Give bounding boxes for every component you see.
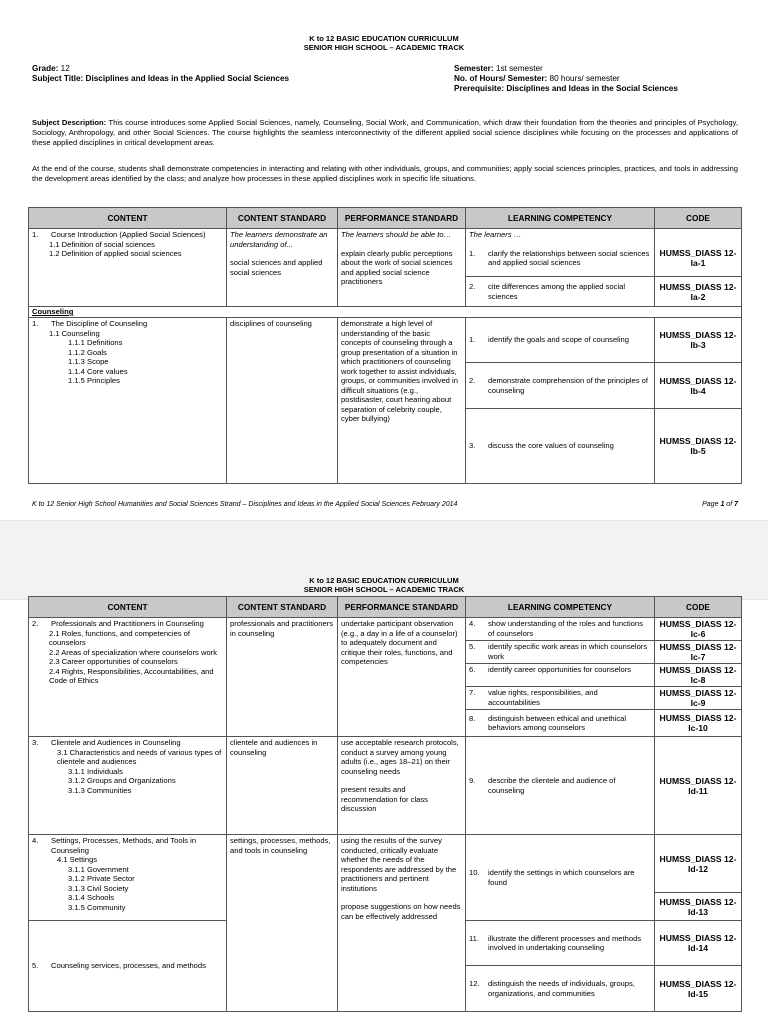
- code-cell: HUMSS_DIASS 12-Ib-5: [655, 409, 742, 484]
- content-sub: 2.4 Rights, Responsibilities, Accountabilities, and Code of Ethics: [49, 666, 214, 685]
- perf-text: present results and recommendation for class discussion: [341, 785, 428, 813]
- subject-description: [32, 118, 738, 148]
- lc-number: 1.: [469, 335, 476, 345]
- lc-number: 11.: [469, 933, 479, 943]
- code-cell: HUMSS_DIASS 12-Ia-1: [655, 241, 742, 277]
- lc-number: 4.: [469, 619, 476, 628]
- code-cell: HUMSS_DIASS 12-Ia-2: [655, 277, 742, 307]
- competency-cell: [466, 618, 655, 641]
- content-title: Course Introduction (Applied Social Sciences): [51, 230, 206, 239]
- competency-cell: [466, 687, 655, 710]
- page-total: 7: [734, 501, 738, 508]
- lc-number: 8.: [469, 713, 476, 723]
- curriculum-table-page-1: [28, 207, 742, 484]
- code-cell: HUMSS_DIASS 12-Ib-4: [655, 363, 742, 409]
- item-number: 1.: [32, 230, 39, 239]
- col-performance-standard: PERFORMANCE STANDARD: [338, 597, 466, 618]
- standard-cell: clientele and audiences in counseling: [227, 737, 338, 835]
- standard-intro: The learners demonstrate an understanding of...: [230, 230, 328, 249]
- lc-number: 6.: [469, 665, 476, 674]
- lc-intro: [466, 229, 655, 241]
- lc-number: 2.: [469, 282, 476, 291]
- page-header: [0, 576, 768, 594]
- lc-text: show understanding of the roles and functions of counselors: [488, 619, 643, 638]
- content-sub: 1.1 Definition of social sciences: [49, 239, 155, 249]
- lc-text: cite differences among the applied social sciences: [488, 282, 626, 301]
- competency-cell: [466, 835, 655, 921]
- section-title: Counseling: [32, 307, 74, 316]
- description-text: This course introduces some Applied Social Sciences, namely, Counseling, Social Work, and Communication, which draw their foundation from the theories and principles of Psychology, Sociology, Anthropology, and other Social Sciences. The course highlights the seamless interconnectivity of the different applied social science disciplines while focusing on the processes and applications of these applied disciplines in critical development areas.: [32, 118, 738, 147]
- col-learning-competency: LEARNING COMPETENCY: [466, 208, 655, 229]
- page-header: [0, 34, 768, 52]
- page-of: of: [726, 501, 733, 508]
- lc-text: describe the clientele and audience of counseling: [488, 776, 616, 795]
- content-sub: 1.2 Definition of applied social sciences: [49, 249, 182, 258]
- content-item: 3.1.5 Community: [68, 902, 126, 912]
- lc-text: clarify the relationships between social sciences and applied social sciences: [488, 248, 650, 268]
- lc-number: 5.: [469, 642, 476, 651]
- content-item: 3.1.1 Government: [68, 864, 129, 874]
- col-performance-standard: PERFORMANCE STANDARD: [338, 208, 466, 229]
- perf-text: explain clearly public perceptions about the work of social sciences and applied social science practitioners: [341, 248, 453, 286]
- content-sub: 1.1 Counseling: [49, 328, 100, 338]
- content-item: 1.1.5 Principles: [68, 376, 120, 385]
- lc-text: distinguish between ethical and unethical behaviors among counselors: [488, 713, 627, 732]
- subject-value: Disciplines and Ideas in the Applied Social Sciences: [85, 74, 290, 83]
- hours-value: 80 hours/ semester: [549, 74, 620, 83]
- competency-cell: [466, 241, 655, 277]
- lc-number: 10.: [469, 868, 480, 877]
- header-line-1: K to 12 BASIC EDUCATION CURRICULUM: [309, 576, 459, 585]
- lc-text: illustrate the different processes and methods involved in undertaking counseling: [488, 933, 642, 952]
- lc-text: discuss the core values of counseling: [488, 441, 614, 451]
- item-number: 1.: [32, 319, 39, 328]
- content-item: 3.1.3 Communities: [68, 785, 132, 795]
- content-title: Professionals and Practitioners in Counseling: [51, 619, 204, 628]
- page-footer: [32, 501, 738, 508]
- lc-text: identify specific work areas in which counselors work: [488, 642, 648, 661]
- subject-label: Subject Title:: [32, 74, 84, 83]
- perf-text: use acceptable research protocols, conduct a survey among young adults (i.e., ages 18–21) on their counseling needs: [341, 738, 459, 776]
- competency-cell: [466, 641, 655, 664]
- content-sub: 3.1 Characteristics and needs of various types of clientele and audiences: [57, 747, 222, 766]
- header-line-2: SENIOR HIGH SCHOOL – ACADEMIC TRACK: [303, 585, 465, 594]
- lc-number: 12.: [469, 979, 480, 988]
- content-item: 1.1.1 Definitions: [68, 338, 123, 347]
- curriculum-table-page-2: [28, 596, 742, 1012]
- lc-number: 7.: [469, 688, 476, 697]
- standard-cell: settings, processes, methods, and tools in counseling: [227, 835, 338, 1012]
- content-title: The Discipline of Counseling: [51, 319, 148, 328]
- course-outcome: At the end of the course, students shall demonstrate competencies in interacting and relating with other individuals, groups, and communities; apply social sciences principles, practices, and tools in addressing the development areas identified by the class; and analyze how processes in these applied disciplines work in specific life situations.: [32, 164, 738, 183]
- content-cell: [29, 921, 227, 1012]
- content-cell: [29, 618, 227, 737]
- content-item: 3.1.3 Civil Society: [68, 883, 129, 893]
- perf-text: propose suggestions on how needs can be effectively addressed: [341, 902, 461, 921]
- content-cell: [29, 737, 227, 835]
- code-cell: HUMSS_DIASS 12-Ic-10: [655, 710, 742, 737]
- col-content-standard: CONTENT STANDARD: [227, 208, 338, 229]
- competency-cell: [466, 363, 655, 409]
- code-empty: [655, 229, 742, 241]
- code-cell: HUMSS_DIASS 12-Id-12: [655, 835, 742, 893]
- col-learning-competency: LEARNING COMPETENCY: [466, 597, 655, 618]
- footer-text: K to 12 Senior High School Humanities and Social Sciences Strand – Disciplines and Ideas in the Applied Social Sciences February 2014: [32, 501, 458, 508]
- grade-label: Grade:: [32, 64, 59, 73]
- content-item: 3.1.1 Individuals: [68, 766, 123, 776]
- lc-text: value rights, responsibilities, and accountabilities: [488, 688, 598, 707]
- code-cell: HUMSS_DIASS 12-Ib-3: [655, 318, 742, 363]
- code-cell: HUMSS_DIASS 12-Id-11: [655, 737, 742, 835]
- performance-cell: demonstrate a high level of understanding of the basic concepts of counseling through a group presentation of a situation in which practitioners of counseling work together to assist individuals, groups, or communities involved in difficult situations (e.g., postdisaster, court hearing about separation of celebrity couple, cyber bullying): [338, 318, 466, 484]
- perf-text: using the results of the survey conducted, critically evaluate whether the needs of the respondents are addressed by the practitioners and pertinent institutions: [341, 836, 457, 893]
- prereq-value: Disciplines and Ideas in the Social Sciences: [506, 84, 678, 93]
- semester-value: 1st semester: [495, 64, 543, 73]
- col-code: CODE: [655, 597, 742, 618]
- competency-cell: [466, 318, 655, 363]
- lc-number: 9.: [469, 776, 476, 785]
- code-cell: HUMSS_DIASS 12-Ic-7: [655, 641, 742, 664]
- content-item: 1.1.2 Goals: [68, 347, 107, 357]
- content-sub: 4.1 Settings: [57, 855, 98, 864]
- content-item: 3.1.2 Groups and Organizations: [68, 776, 176, 785]
- content-title: Clientele and Audiences in Counseling: [51, 738, 181, 747]
- content-item: 1.1.4 Core values: [68, 366, 128, 376]
- competency-cell: [466, 710, 655, 737]
- content-item: 3.1.4 Schools: [68, 893, 115, 902]
- code-cell: HUMSS_DIASS 12-Id-14: [655, 921, 742, 966]
- content-sub: 2.1 Roles, functions, and competencies of counselors: [49, 628, 190, 647]
- code-cell: HUMSS_DIASS 12-Id-13: [655, 893, 742, 921]
- competency-cell: [466, 737, 655, 835]
- header-line-2: SENIOR HIGH SCHOOL – ACADEMIC TRACK: [303, 43, 465, 52]
- item-number: 5.: [32, 961, 39, 971]
- standard-cell: professionals and practitioners in counseling: [227, 618, 338, 737]
- item-number: 2.: [32, 619, 39, 628]
- content-cell: [29, 835, 227, 921]
- item-number: 3.: [32, 738, 39, 747]
- item-number: 4.: [32, 836, 39, 845]
- lc-text: distinguish the needs of individuals, groups, organizations, and communities: [488, 979, 635, 998]
- col-content-standard: CONTENT STANDARD: [227, 597, 338, 618]
- standard-text: social sciences and applied social sciences: [230, 258, 323, 277]
- competency-cell: [466, 921, 655, 966]
- content-item: 3.1.2 Private Sector: [68, 874, 135, 883]
- page-current: 1: [720, 501, 725, 508]
- content-cell: [29, 229, 227, 307]
- lc-text: identify the settings in which counselors are found: [488, 868, 635, 887]
- competency-cell: [466, 409, 655, 484]
- content-item: 1.1.3 Scope: [68, 357, 109, 366]
- lc-number: 2.: [469, 376, 476, 385]
- content-title: Settings, Processes, Methods, and Tools in Counseling: [51, 836, 197, 855]
- description-label: Subject Description:: [32, 118, 107, 127]
- content-title: Counseling services, processes, and methods: [51, 961, 206, 971]
- page-number: [702, 501, 738, 508]
- competency-cell: [466, 664, 655, 687]
- performance-cell: [338, 229, 466, 307]
- col-content: CONTENT: [29, 597, 227, 618]
- performance-cell: [338, 835, 466, 1012]
- content-cell: [29, 318, 227, 484]
- lc-number: 1.: [469, 248, 476, 258]
- hours-label: No. of Hours/ Semester:: [454, 74, 548, 83]
- performance-cell: [338, 737, 466, 835]
- standard-cell: disciplines of counseling: [227, 318, 338, 484]
- lc-text: identify the goals and scope of counseling: [488, 335, 630, 345]
- content-sub: 2.3 Career opportunities of counselors: [49, 657, 178, 666]
- competency-cell: [466, 277, 655, 307]
- page-word: Page: [702, 501, 719, 508]
- col-content: CONTENT: [29, 208, 227, 229]
- code-cell: HUMSS_DIASS 12-Id-15: [655, 966, 742, 1012]
- meta-right: [454, 64, 678, 94]
- competency-cell: [466, 966, 655, 1012]
- lc-intro-text: The learners …: [469, 230, 522, 239]
- lc-text: identify career opportunities for counselors: [488, 665, 632, 674]
- perf-intro: The learners should be able to…: [341, 230, 452, 239]
- prereq-label: Prerequisite:: [454, 84, 505, 93]
- code-cell: HUMSS_DIASS 12-Ic-6: [655, 618, 742, 641]
- lc-text: demonstrate comprehension of the principles of counseling: [488, 376, 648, 395]
- col-code: CODE: [655, 208, 742, 229]
- content-sub: 2.2 Areas of specialization where counselors work: [49, 647, 217, 657]
- standard-cell: [227, 229, 338, 307]
- code-cell: HUMSS_DIASS 12-Ic-8: [655, 664, 742, 687]
- semester-label: Semester:: [454, 64, 494, 73]
- lc-number: 3.: [469, 441, 476, 451]
- section-row: [29, 307, 742, 318]
- grade-value: 12: [60, 64, 70, 73]
- meta-left: [32, 64, 289, 84]
- header-line-1: K to 12 BASIC EDUCATION CURRICULUM: [309, 34, 459, 43]
- code-cell: HUMSS_DIASS 12-Ic-9: [655, 687, 742, 710]
- performance-cell: undertake participant observation (e.g., a day in a life of a counselor) to adequately document and critique their roles, functions, and competencies: [338, 618, 466, 737]
